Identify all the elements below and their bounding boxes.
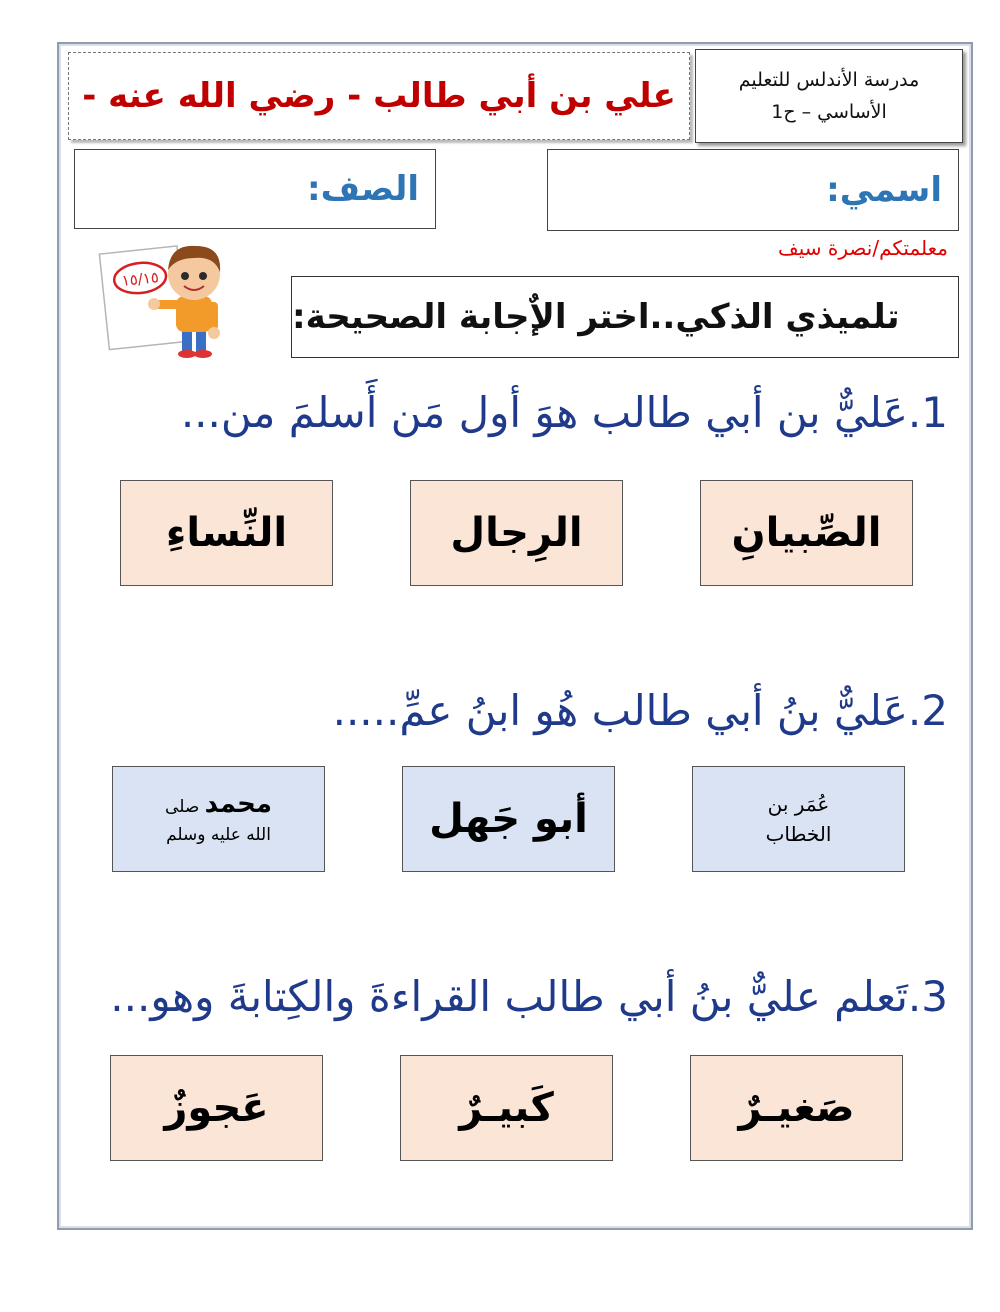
- q1-option-2-text: الرِجال: [450, 510, 583, 556]
- instruction-box: [291, 276, 959, 358]
- score-text: ١٥/١٥: [120, 268, 160, 290]
- q1-option-3-text: النِّساءِ: [165, 510, 288, 556]
- q3-option-3-text: عَجوزٌ: [164, 1085, 269, 1131]
- q2-option-2[interactable]: [402, 766, 615, 872]
- q3-option-2[interactable]: [400, 1055, 613, 1161]
- q2-option-1[interactable]: [692, 766, 905, 872]
- question-3: 3.تَعلم عليٌّ بنُ أبي طالب القراءةَ والكِتابةَ وهو...: [110, 972, 948, 1021]
- school-name-box: [695, 49, 963, 143]
- q2-option-3-name: محمد: [204, 788, 272, 819]
- q3-option-2-text: كَبيـرٌ: [459, 1085, 554, 1131]
- q3-option-1[interactable]: [690, 1055, 903, 1161]
- q2-option-3-rest1: صلى: [165, 796, 200, 817]
- question-2: 2.عَليٌّ بنُ أبي طالب هُو ابنُ عمِّ.....: [332, 686, 948, 735]
- instruction-text: تلميذي الذكي..اختر الإٌجابة الصحيحة:: [292, 297, 900, 337]
- school-line-1: مدرسة الأندلس للتعليم: [738, 69, 920, 91]
- q2-option-3-rest2: الله عليه وسلم: [166, 824, 271, 845]
- q1-option-1-text: الصِّبيانِ: [731, 510, 882, 556]
- title-box: [68, 52, 690, 140]
- class-label: الصف:: [306, 169, 419, 209]
- q1-option-3[interactable]: [120, 480, 333, 586]
- boy-holding-paper-illustration: [96, 236, 244, 360]
- q3-option-3[interactable]: [110, 1055, 323, 1161]
- q1-option-2[interactable]: [410, 480, 623, 586]
- q2-option-1-line1: عُمَر بن: [767, 792, 830, 816]
- q2-option-3[interactable]: [112, 766, 325, 872]
- q2-option-1-line2: الخطاب: [765, 822, 832, 846]
- q3-option-1-text: صَغيـرٌ: [738, 1085, 855, 1131]
- name-label: اسمي:: [826, 170, 942, 210]
- name-field[interactable]: [547, 149, 959, 231]
- q1-option-1[interactable]: [700, 480, 913, 586]
- school-line-2: الأساسي – ح1: [771, 101, 887, 123]
- q2-option-2-text: أبو جَهل: [429, 796, 588, 842]
- class-field[interactable]: [74, 149, 436, 229]
- question-1: 1.عَليٌّ بن أبي طالب هوَ أول مَن أَسلمَ من...: [180, 388, 948, 437]
- page-title: علي بن أبي طالب - رضي الله عنه -: [82, 76, 676, 116]
- teacher-name: معلمتكم/نصرة سيف: [778, 236, 948, 260]
